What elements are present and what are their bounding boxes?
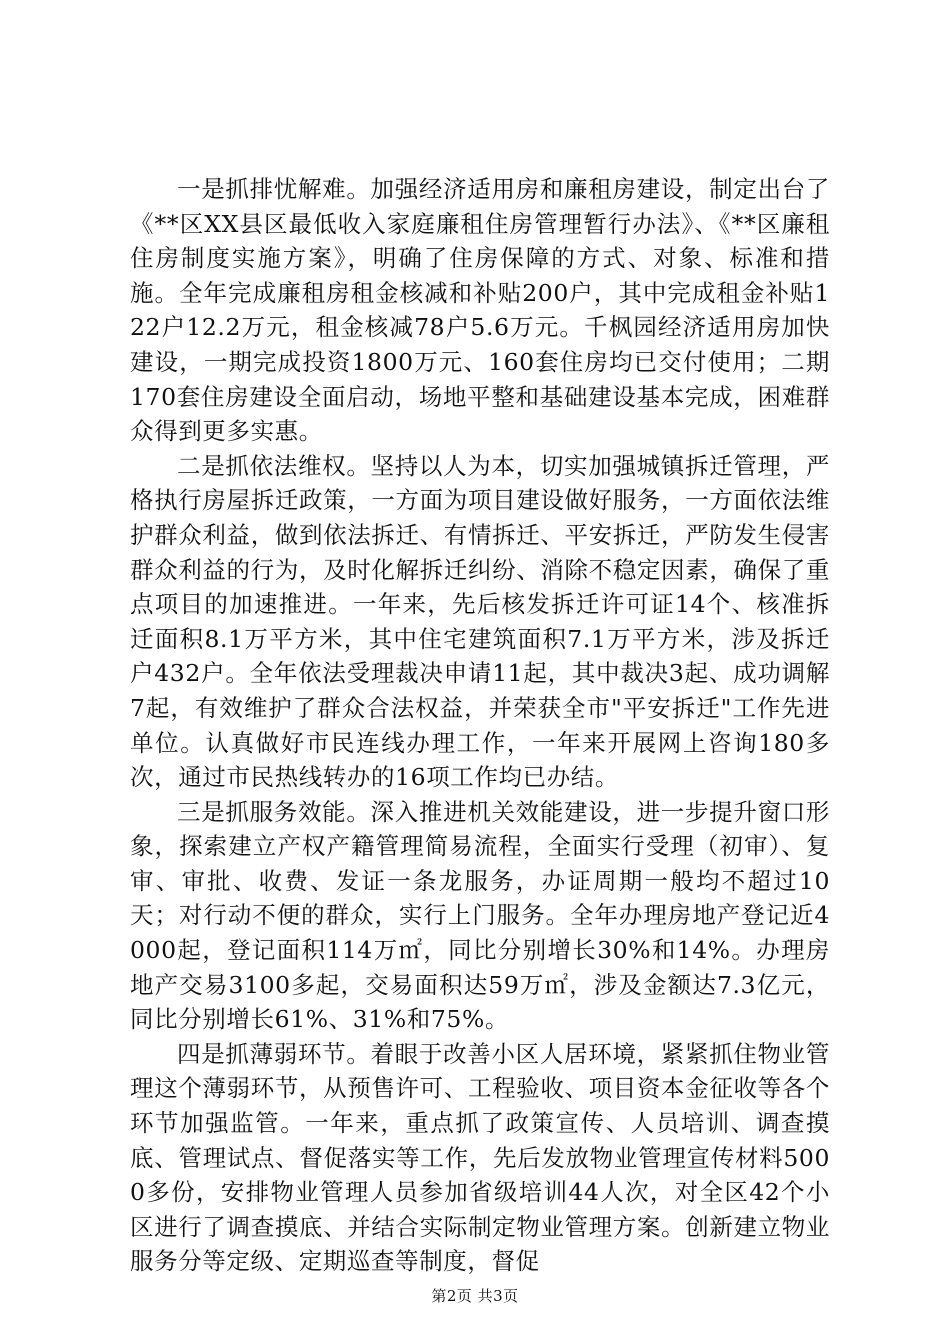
page-footer: 第2页 共3页 [431,1287,519,1305]
document-body [130,172,830,1279]
paragraph-lawful-rights: 二是抓依法维权。坚持以人为本，切实加强城镇拆迁管理，严格执行房屋拆迁政策，一方面为项目建设做好服务，一方面依法维护群众利益，做到依法拆迁、有情拆迁、平安拆迁，严防发生侵害群众利益的行为，及时化解拆迁纠纷、消除不稳定因素，确保了重点项目的加速推进。一年来，先后核发拆迁许可证14个、核准拆迁面积8.1万平方米，其中住宅建筑面积7.1万平方米，涉及拆迁户432户。全年依法受理裁决申请11起，其中裁决3起、成功调解7起，有效维护了群众合法权益，并荣获全市"平安拆迁"工作先进单位。认真做好市民连线办理工作，一年来开展网上咨询180多次，通过市民热线转办的16项工作均已办结。 [130,451,830,792]
paragraph-weak-links: 四是抓薄弱环节。着眼于改善小区人居环境，紧紧抓住物业管理这个薄弱环节，从预售许可、工程验收、项目资本金征收等各个环节加强监管。一年来，重点抓了政策宣传、人员培训、调查摸底、管理试点、督促落实等工作，先后发放物业管理宣传材料5000多份，安排物业管理人员参加省级培训44人次，对全区42个小区进行了调查摸底、并结合实际制定物业管理方案。创新建立物业服务分等定级、定期巡查等制度，督促 [130,1039,830,1276]
paragraph-housing-security: 一是抓排忧解难。加强经济适用房和廉租房建设，制定出台了《**区XX县区最低收入家庭廉租住房管理暂行办法》、《**区廉租住房制度实施方案》，明确了住房保障的方式、对象、标准和措施。全年完成廉租房租金核减和补贴200户，其中完成租金补贴122户12.2万元，租金核减78户5.6万元。千枫园经济适用房加快建设，一期完成投资1800万元、160套住房均已交付使用；二期170套住房建设全面启动，场地平整和基础建设基本完成，困难群众得到更多实惠。 [130,175,830,446]
paragraph-service-efficiency: 三是抓服务效能。深入推进机关效能建设，进一步提升窗口形象，探索建立产权产籍管理简易流程，全面实行受理（初审）、复审、审批、收费、发证一条龙服务，办证周期一般均不超过10天；对行动不便的群众，实行上门服务。全年办理房地产登记近4000起，登记面积114万㎡，同比分别增长30%和14%。办理房地产交易3100多起，交易面积达59万㎡，涉及金额达7.3亿元，同比分别增长61%、31%和75%。 [130,797,830,1034]
